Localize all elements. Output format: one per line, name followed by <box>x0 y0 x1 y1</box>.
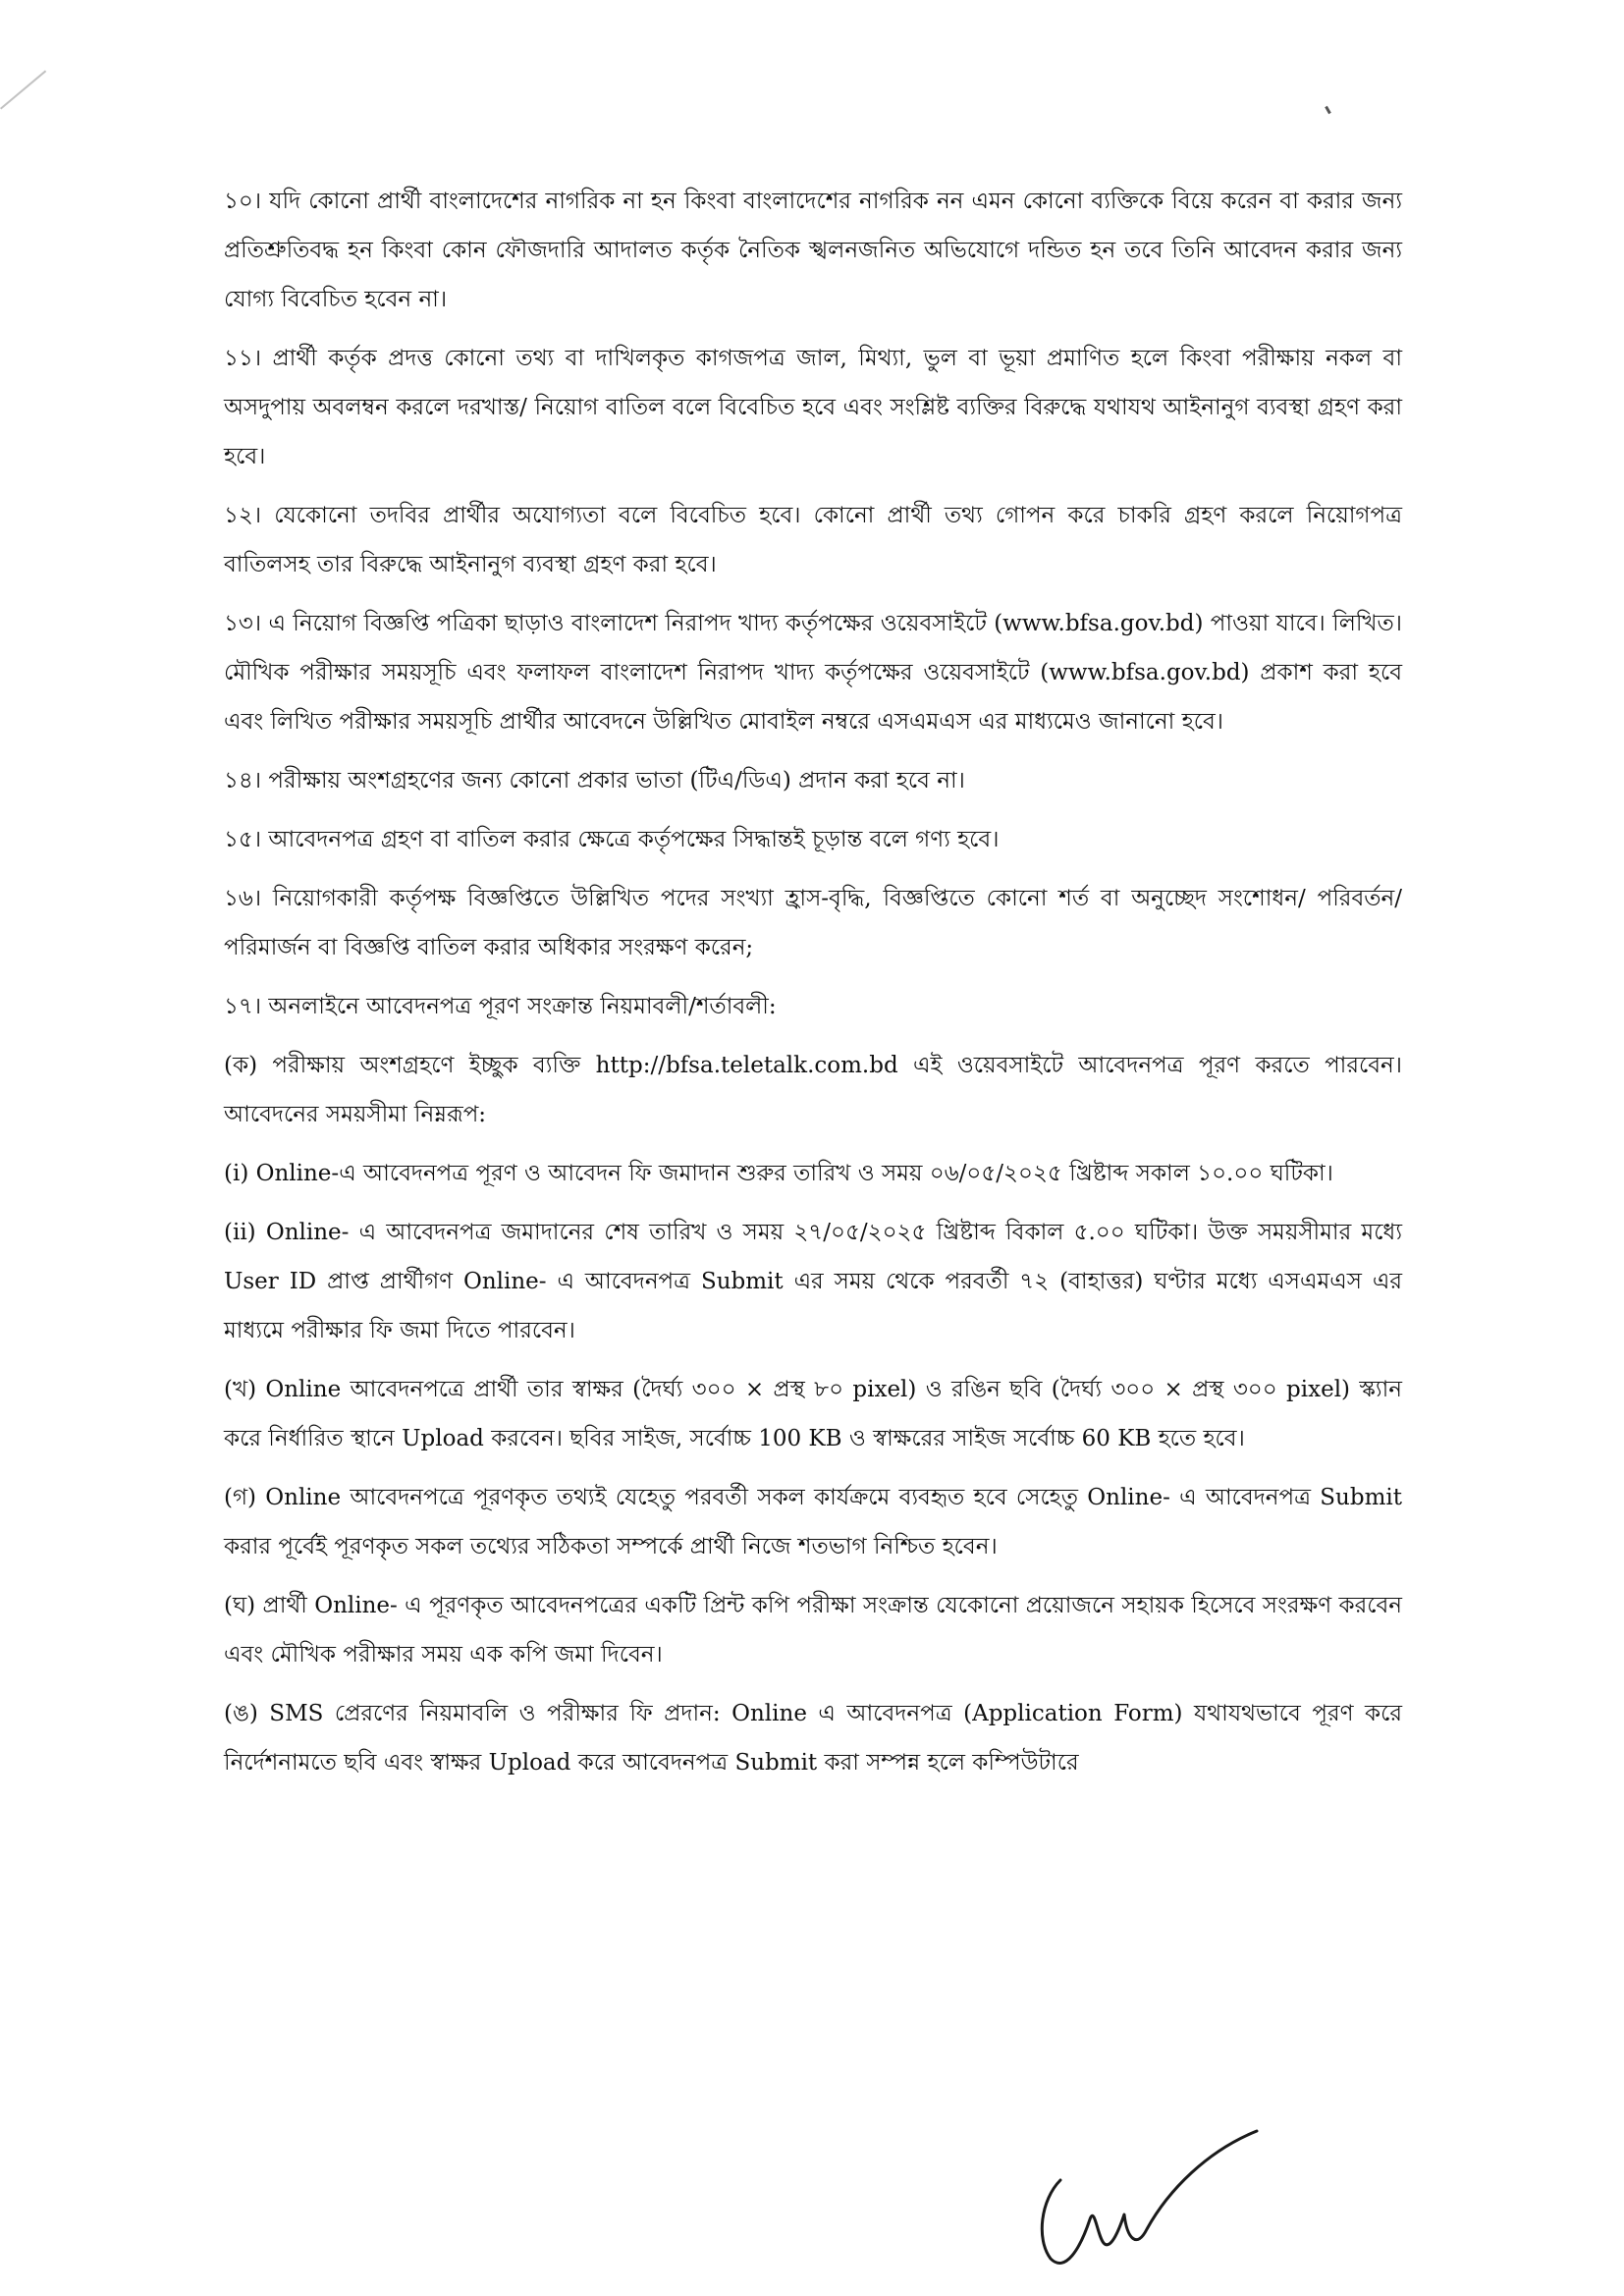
paragraph-17: ১৭। অনলাইনে আবেদনপত্র পূরণ সংক্রান্ত নিয়মাবলী/শর্তাবলী: <box>224 994 777 1019</box>
scan-dot-mark <box>1325 106 1331 114</box>
paragraph-17-ga: (গ) Online আবেদনপত্রে পূরণকৃত তথ্যই যেহেতু পরবর্তী সকল কার্যক্রমে ব্যবহৃত হবে সেহেতু Online- এ আবেদনপত্র Submit করার পূর্বেই পূরণকৃত সকল তথ্যের সঠিকতা সম্পর্কে প্রার্থী নিজে শতভাগ নিশ্চিত হবেন। <box>224 1485 1402 1559</box>
paragraph-12: ১২। যেকোনো তদবির প্রার্থীর অযোগ্যতা বলে বিবেচিত হবে। কোনো প্রার্থী তথ্য গোপন করে চাকরি গ্রহণ করলে নিয়োগপত্র বাতিলসহ তার বিরুদ্ধে আইনানুগ ব্যবস্থা গ্রহণ করা হবে। <box>224 503 1402 577</box>
paragraph-17-ka: (ক) পরীক্ষায় অংশগ্রহণে ইচ্ছুক ব্যক্তি http://bfsa.teletalk.com.bd এই ওয়েবসাইটে আবেদনপত্র পূরণ করতে পারবেন। আবেদনের সময়সীমা নিম্নরূপ: <box>224 1053 1402 1127</box>
scan-corner-mark <box>0 70 84 154</box>
paragraph-17-ka-i: (i) Online-এ আবেদনপত্র পূরণ ও আবেদন ফি জমাদান শুরুর তারিখ ও সময় ০৬/০৫/২০২৫ খ্রিষ্টাব্দ সকাল ১০.০০ ঘটিকা। <box>224 1161 1333 1186</box>
paragraph-17-kha: (খ) Online আবেদনপত্রে প্রার্থী তার স্বাক্ষর (দৈর্ঘ্য ৩০০ × প্রস্থ ৮০ pixel) ও রঙিন ছবি (দৈর্ঘ্য ৩০০ × প্রস্থ ৩০০ pixel) স্ক্যান করে নির্ধারিত স্থানে Upload করবেন। ছবির সাইজ, সর্বোচ্চ 100 KB ও স্বাক্ষরের সাইজ সর্বোচ্চ 60 KB হতে হবে। <box>224 1377 1402 1451</box>
paragraph-17-gha: (ঘ) প্রার্থী Online- এ পূরণকৃত আবেদনপত্রের একটি প্রিন্ট কপি পরীক্ষা সংক্রান্ত যেকোনো প্রয়োজনে সহায়ক হিসেবে সংরক্ষণ করবেন এবং মৌখিক পরীক্ষার সময় এক কপি জমা দিবেন। <box>224 1593 1402 1667</box>
paragraph-10: ১০। যদি কোনো প্রার্থী বাংলাদেশের নাগরিক না হন কিংবা বাংলাদেশের নাগরিক নন এমন কোনো ব্যক্তিকে বিয়ে করেন বা করার জন্য প্রতিশ্রুতিবদ্ধ হন কিংবা কোন ফৌজদারি আদালত কর্তৃক নৈতিক স্খলনজনিত অভিযোগে দন্ডিত হন তবে তিনি আবেদন করার জন্য যোগ্য বিবেচিত হবেন না। <box>224 189 1402 312</box>
paragraph-17-umo: (ঙ) SMS প্রেরণের নিয়মাবলি ও পরীক্ষার ফি প্রদান: Online এ আবেদনপত্র (Application Form) যথাযথভাবে পূরণ করে নির্দেশনামতে ছবি এবং স্বাক্ষর Upload করে আবেদনপত্র Submit করা সম্পন্ন হলে কম্পিউটারে <box>224 1701 1402 1776</box>
paragraph-14: ১৪। পরীক্ষায় অংশগ্রহণের জন্য কোনো প্রকার ভাতা (টিএ/ডিএ) প্রদান করা হবে না। <box>224 768 965 793</box>
handwritten-signature <box>1021 2121 1276 2288</box>
paragraph-15: ১৫। আবেদনপত্র গ্রহণ বা বাতিল করার ক্ষেত্রে কর্তৃপক্ষের সিদ্ধান্তই চূড়ান্ত বলে গণ্য হবে। <box>224 827 1000 852</box>
paragraph-17-ka-ii: (ii) Online- এ আবেদনপত্র জমাদানের শেষ তারিখ ও সময় ২৭/০৫/২০২৫ খ্রিষ্টাব্দ বিকাল ৫.০০ ঘটিকা। উক্ত সময়সীমার মধ্যে User ID প্রাপ্ত প্রার্থীগণ Online- এ আবেদনপত্র Submit এর সময় থেকে পরবর্তী ৭২ (বাহাত্তর) ঘণ্টার মধ্যে এসএমএস এর মাধ্যমে পরীক্ষার ফি জমা দিতে পারবেন। <box>224 1220 1402 1343</box>
document-body <box>224 177 1402 1797</box>
paragraph-16: ১৬। নিয়োগকারী কর্তৃপক্ষ বিজ্ঞপ্তিতে উল্লিখিত পদের সংখ্যা হ্রাস-বৃদ্ধি, বিজ্ঞপ্তিতে কোনো শর্ত বা অনুচ্ছেদ সংশোধন/ পরিবর্তন/ পরিমার্জন বা বিজ্ঞপ্তি বাতিল করার অধিকার সংরক্ষণ করেন; <box>224 886 1402 960</box>
paragraph-11: ১১। প্রার্থী কর্তৃক প্রদত্ত কোনো তথ্য বা দাখিলকৃত কাগজপত্র জাল, মিথ্যা, ভুল বা ভূয়া প্রমাণিত হলে কিংবা পরীক্ষায় নকল বা অসদুপায় অবলম্বন করলে দরখাস্ত/ নিয়োগ বাতিল বলে বিবেচিত হবে এবং সংশ্লিষ্ট ব্যক্তির বিরুদ্ধে যথাযথ আইনানুগ ব্যবস্থা গ্রহণ করা হবে। <box>224 346 1402 469</box>
paragraph-13: ১৩। এ নিয়োগ বিজ্ঞপ্তি পত্রিকা ছাড়াও বাংলাদেশ নিরাপদ খাদ্য কর্তৃপক্ষের ওয়েবসাইটে (www.bfsa.gov.bd) পাওয়া যাবে। লিখিত। মৌখিক পরীক্ষার সময়সূচি এবং ফলাফল বাংলাদেশ নিরাপদ খাদ্য কর্তৃপক্ষের ওয়েবসাইটে (www.bfsa.gov.bd) প্রকাশ করা হবে এবং লিখিত পরীক্ষার সময়সূচি প্রার্থীর আবেদনে উল্লিখিত মোবাইল নম্বরে এসএমএস এর মাধ্যমেও জানানো হবে। <box>224 611 1402 735</box>
